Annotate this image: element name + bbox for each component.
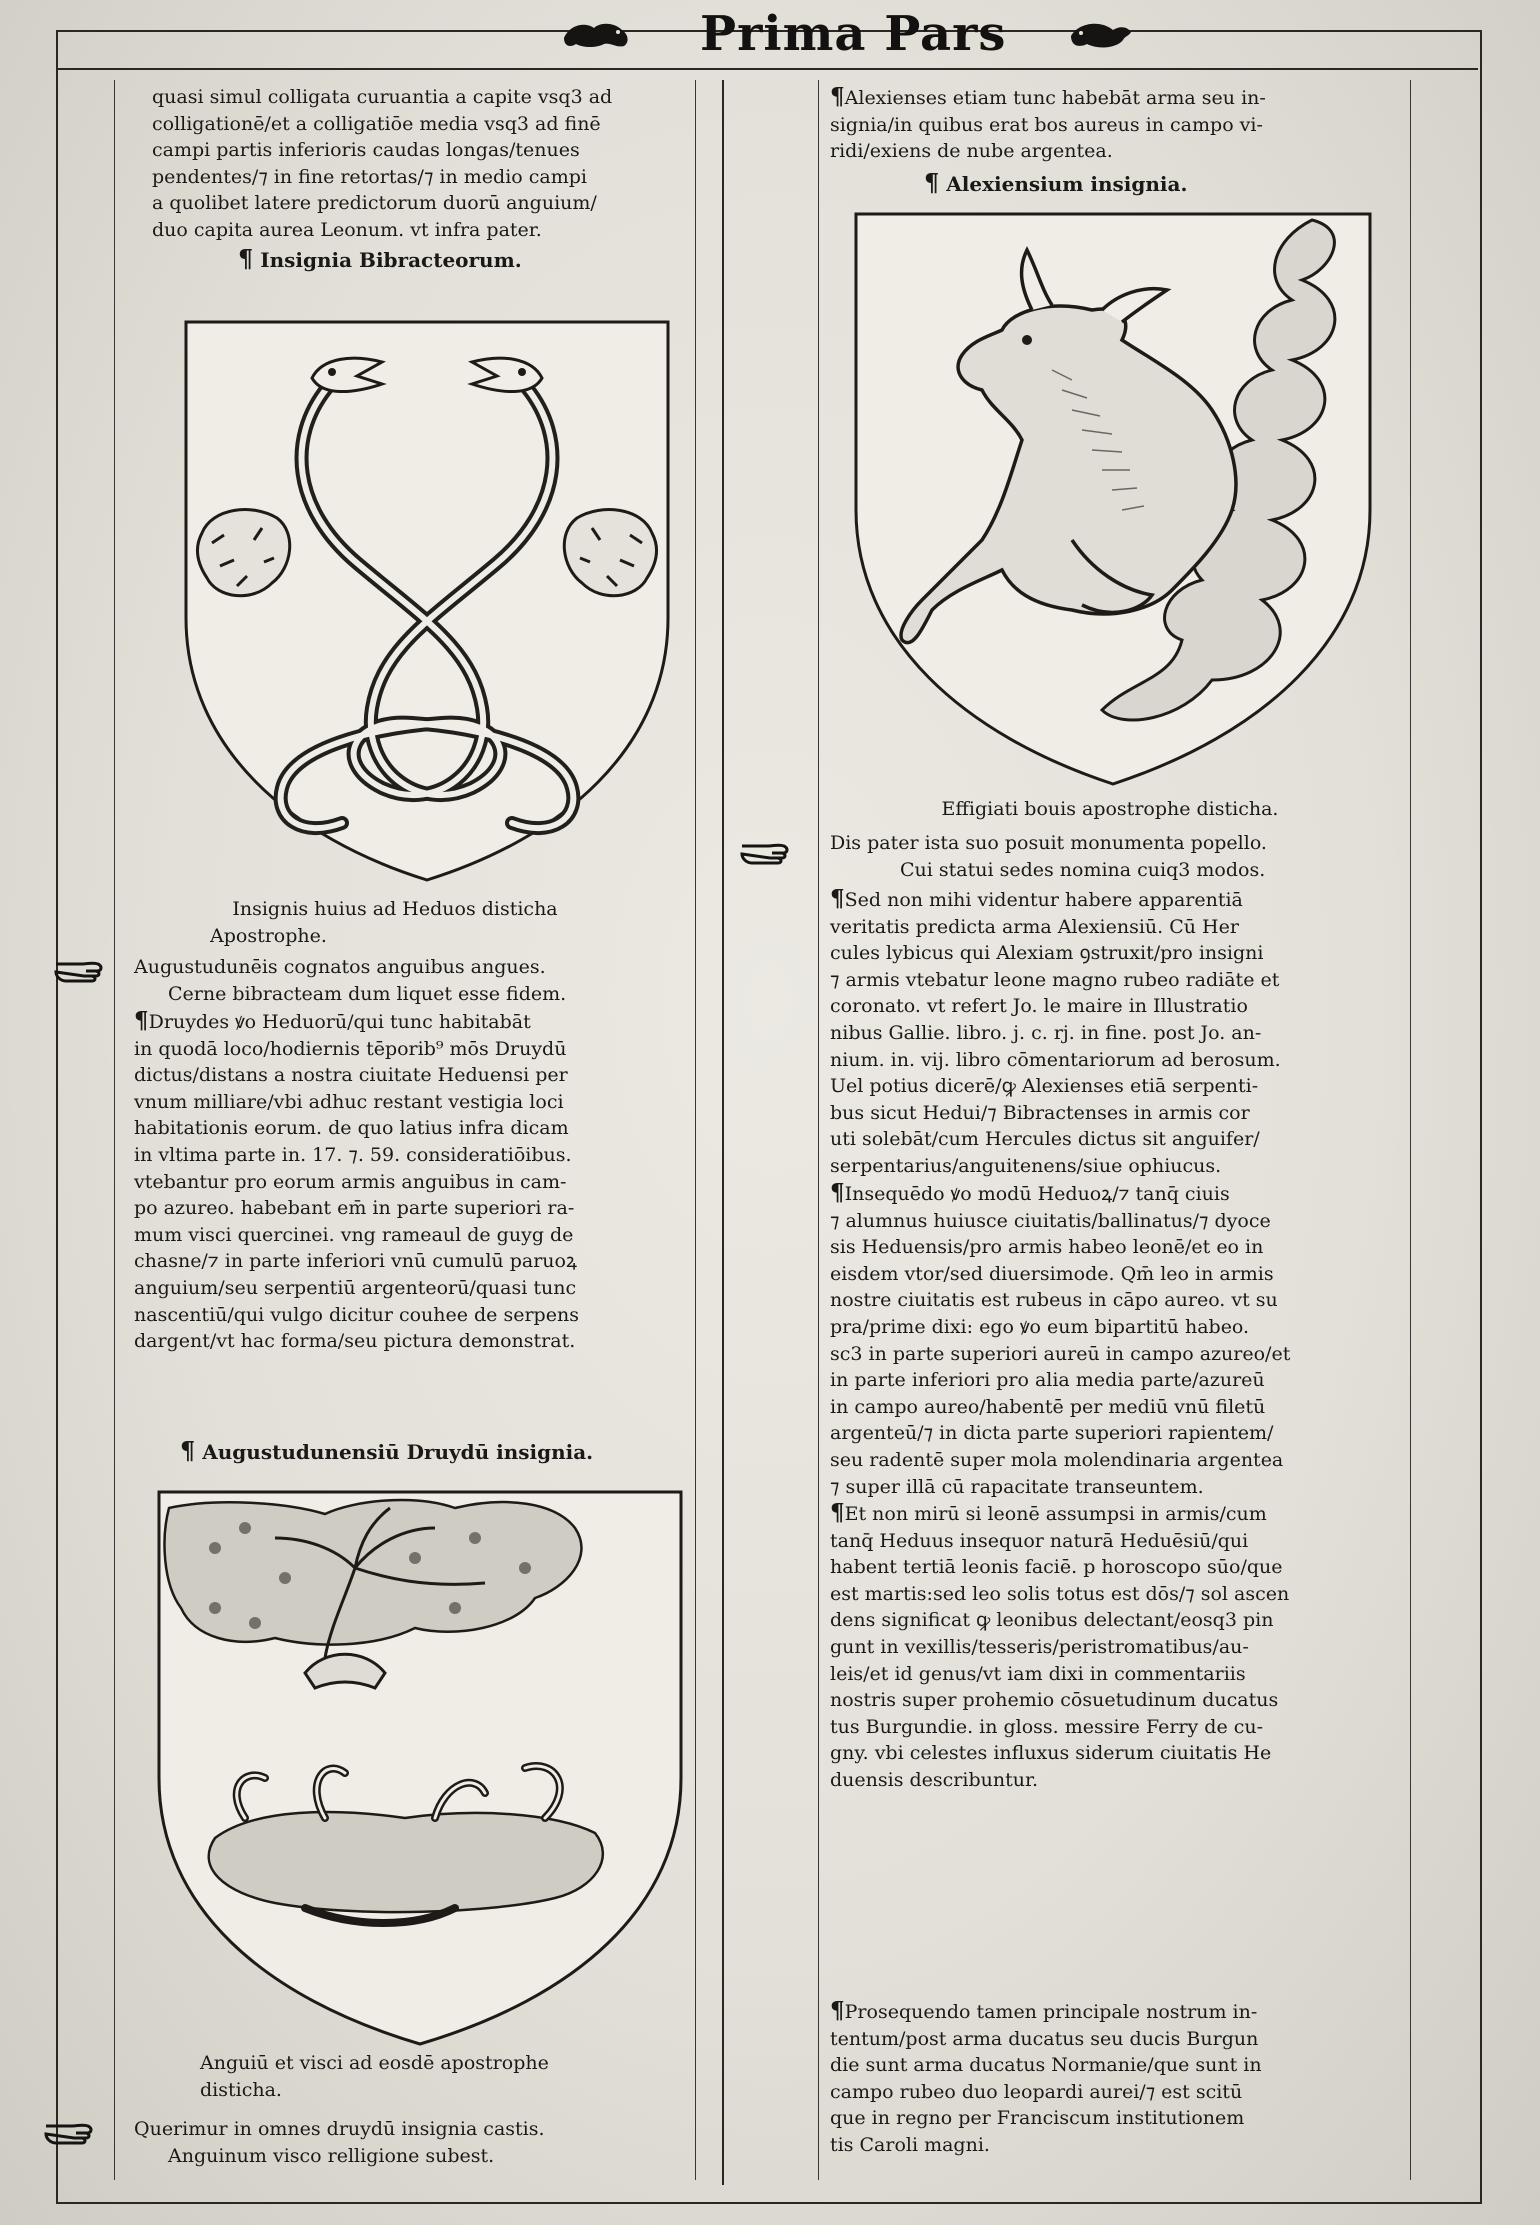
distich-bull bbox=[830, 830, 1267, 883]
text-line: quasi simul colligata curuantia a capite vsq3 ad bbox=[152, 86, 613, 108]
text-line: ¶Druydes ꝟo Heduorū/qui tunc habitabāt bbox=[134, 1007, 531, 1034]
lion-ornament-icon bbox=[560, 18, 632, 52]
text-line: argenteū/⁊ in dicta parte superiori rapientem/ bbox=[830, 1422, 1274, 1445]
manicule-icon bbox=[740, 836, 790, 866]
text-line: ¶Insequēdo ꝟo modū Heduoꝝ/⁊ tanq̄ ciuis bbox=[830, 1179, 1230, 1206]
text-line: gny. vbi celestes influxus siderum ciuitatis He bbox=[830, 1742, 1272, 1765]
caption-alexiensium: ¶ Alexiensium insignia. bbox=[924, 168, 1188, 197]
text-line: Cui statui sedes nomina cuiq3 modos. bbox=[900, 858, 1266, 881]
text-line: Cerne bibracteam dum liquet esse fidem. bbox=[168, 982, 567, 1005]
text-line: sis Heduensis/pro armis habeo leonē/et eo in bbox=[830, 1236, 1264, 1259]
text-line: nostre ciuitatis est rubeus in cāpo aureo. vt su bbox=[830, 1289, 1278, 1312]
text-line: Querimur in omnes druydū insignia castis. bbox=[134, 2118, 545, 2140]
text-span: Druydes ꝟo Heduorū/qui tunc habitabāt bbox=[148, 1011, 531, 1033]
text-line: Anguinum visco relligione subest. bbox=[168, 2144, 495, 2167]
text-line: coronato. vt refert Jo. le maire in Illustratio bbox=[830, 995, 1248, 1018]
distich-1 bbox=[134, 954, 566, 1007]
text-span: Alexienses etiam tunc habebāt arma seu in- bbox=[844, 87, 1266, 109]
text-line: pendentes/⁊ in fine retortas/⁊ in medio campi bbox=[152, 165, 587, 188]
text-line: po azureo. habebant em̄ in parte superiori ra- bbox=[134, 1197, 575, 1220]
left-column-rule-right bbox=[695, 80, 696, 2180]
caption-druyds: ¶ Augustudunensiū Druydū insignia. bbox=[180, 1436, 594, 1465]
text-span: Et non mirū si leonē assumpsi in armis/cum bbox=[844, 1503, 1267, 1525]
caption-text: Alexiensium insignia. bbox=[946, 172, 1188, 196]
right-column-rule-right bbox=[1410, 80, 1411, 2180]
text-line: mum visci quercinei. vng rameaul de guyg de bbox=[134, 1223, 574, 1246]
text-line: signia/in quibus erat bos aureus in campo vi- bbox=[830, 113, 1263, 136]
text-line: ¶Et non mirū si leonē assumpsi in armis/cum bbox=[830, 1499, 1267, 1526]
text-line: colligationē/et a colligatiōe media vsq3 ad finē bbox=[152, 112, 601, 135]
running-head bbox=[640, 4, 1120, 64]
paragraph-4 bbox=[830, 1998, 1262, 2159]
text-line: seu radentē super mola molendinaria argentea bbox=[830, 1448, 1284, 1471]
serpent-mound bbox=[209, 1812, 603, 1912]
running-head-title: Prima Pars bbox=[700, 6, 1007, 62]
text-line: eisdem vtor/sed diuersimode. Qm̄ leo in armis bbox=[830, 1262, 1274, 1285]
caption-text: Augustudunensiū Druydū insignia. bbox=[202, 1440, 594, 1464]
text-line: ridi/exiens de nube argentea. bbox=[830, 140, 1113, 163]
text-line: vnum milliare/vbi adhuc restant vestigia loci bbox=[134, 1090, 564, 1113]
text-line: cules lybicus qui Alexiam ꝯstruxit/pro insigni bbox=[830, 942, 1264, 965]
text-span: Insequēdo ꝟo modū Heduoꝝ/⁊ tanq̄ ciuis bbox=[844, 1183, 1230, 1205]
text-line: tentum/post arma ducatus seu ducis Burgun bbox=[830, 2027, 1259, 2050]
text-line: tus Burgundie. in gloss. messire Ferry de cu- bbox=[830, 1715, 1264, 1738]
header-rule bbox=[56, 68, 1478, 70]
text-line: habent tertiā leonis faciē. p horoscopo sūo/que bbox=[830, 1556, 1283, 1579]
text-line: disticha. bbox=[200, 2078, 282, 2101]
paragraph-druids bbox=[134, 1008, 579, 1355]
text-line: Effigiati bouis apostrophe disticha. bbox=[941, 798, 1279, 820]
column-divider bbox=[722, 80, 724, 2185]
text-line: in quodā loco/hodiernis tēporib⁹ mōs Druydū bbox=[134, 1037, 567, 1060]
text-line: ¶Prosequendo tamen principale nostrum in- bbox=[830, 1997, 1258, 2024]
text-line: ⁊ armis vtebatur leone magno rubeo radiāte et bbox=[830, 968, 1280, 991]
text-line: ⁊ alumnus huiusce ciuitatis/ballinatus/⁊ dyoce bbox=[830, 1209, 1271, 1232]
manicule-icon bbox=[44, 2116, 94, 2146]
caption-text: Insignia Bibracteorum. bbox=[260, 248, 522, 272]
text-line: Dis pater ista suo posuit monumenta popello. bbox=[830, 832, 1267, 854]
text-line: ¶Alexienses etiam tunc habebāt arma seu in- bbox=[830, 83, 1266, 110]
text-line: in parte inferiori pro alia media parte/azureū bbox=[830, 1369, 1265, 1392]
paragraph-2 bbox=[830, 1180, 1290, 1500]
text-line: tanq̄ Heduus insequor naturā Heduēsiū/qui bbox=[830, 1529, 1249, 1552]
text-line: gunt in vexillis/tesseris/peristromatibus/au- bbox=[830, 1635, 1249, 1658]
distich-2-heading bbox=[200, 2050, 549, 2103]
text-line: Apostrophe. bbox=[210, 924, 327, 947]
text-line: duo capita aurea Leonum. vt infra pater. bbox=[152, 218, 542, 241]
text-line: ⁊ super illā cū rapacitate transeuntem. bbox=[830, 1475, 1204, 1498]
dolphin-ornament-icon bbox=[1065, 18, 1137, 52]
text-line: dargent/vt hac forma/seu pictura demonstrat. bbox=[134, 1330, 576, 1353]
text-line: die sunt arma ducatus Normanie/que sunt in bbox=[830, 2054, 1262, 2077]
text-line: serpentarius/anguitenens/siue ophiucus. bbox=[830, 1154, 1222, 1177]
text-line: ¶Sed non mihi videntur habere apparentiā bbox=[830, 885, 1243, 912]
text-line: dens significat ꝙ leonibus delectant/eosq3 pin bbox=[830, 1609, 1274, 1632]
distich-1-heading bbox=[140, 896, 650, 949]
shield-mistletoe-serpents-woodcut bbox=[155, 1488, 685, 2048]
text-line: est martis:sed leo solis totus est dōs/⁊ sol ascen bbox=[830, 1582, 1290, 1605]
text-line: habitationis eorum. de quo latius infra dicam bbox=[134, 1117, 569, 1140]
right-column-rule-left bbox=[818, 80, 819, 2180]
text-line: in vltima parte in. 17. ⁊. 59. consideratiōibus. bbox=[134, 1143, 572, 1166]
text-line: dictus/distans a nostra ciuitate Heduensi per bbox=[134, 1064, 568, 1087]
text-line: sc3 in parte superiori aureū in campo azureo/et bbox=[830, 1342, 1291, 1365]
text-line: nascentiū/qui vulgo dicitur couhee de serpens bbox=[134, 1303, 579, 1326]
text-line: campi partis inferioris caudas longas/tenues bbox=[152, 139, 580, 162]
text-line: nibus Gallie. libro. j. c. rj. in fine. post Jo. an- bbox=[830, 1021, 1262, 1044]
text-line: uti solebāt/cum Hercules dictus sit anguifer/ bbox=[830, 1128, 1260, 1151]
text-span: Prosequendo tamen principale nostrum in- bbox=[844, 2001, 1258, 2023]
text-line: duensis describuntur. bbox=[830, 1768, 1038, 1791]
text-line: nium. in. vij. libro cōmentariorum ad berosum. bbox=[830, 1048, 1281, 1071]
distich-2 bbox=[134, 2116, 545, 2169]
text-line: nostris super prohemio cōsuetudinum ducatus bbox=[830, 1689, 1279, 1712]
manicule-icon bbox=[54, 954, 104, 984]
shield-bull-woodcut bbox=[852, 210, 1374, 788]
left-column-rule-left bbox=[114, 80, 115, 2180]
text-line: anguium/seu serpentiū argenteorū/quasi tunc bbox=[134, 1276, 577, 1299]
text-line: veritatis predicta arma Alexiensiū. Cū Her bbox=[830, 915, 1239, 938]
text-line: Anguiū et visci ad eosdē apostrophe bbox=[200, 2052, 549, 2074]
distich-heading-bull bbox=[830, 796, 1390, 823]
text-line: tis Caroli magni. bbox=[830, 2133, 990, 2156]
shield-serpents-woodcut bbox=[182, 318, 672, 883]
text-line: pra/prime dixi: ego ꝟo eum bipartitū habeo. bbox=[830, 1315, 1250, 1338]
text-line: Insignis huius ad Heduos disticha bbox=[232, 898, 558, 920]
text-line: vtebantur pro eorum armis anguibus in cam- bbox=[134, 1170, 567, 1193]
text-line: chasne/⁊ in parte inferiori vnū cumulū paruoꝝ bbox=[134, 1250, 577, 1273]
left-opening-text bbox=[152, 84, 612, 244]
text-line: campo rubeo duo leopardi aurei/⁊ est scitū bbox=[830, 2080, 1243, 2103]
paragraph-1 bbox=[830, 886, 1281, 1180]
text-line: que in regno per Franciscum institutionem bbox=[830, 2107, 1245, 2130]
caption-bibracteorum: ¶ Insignia Bibracteorum. bbox=[238, 244, 522, 273]
right-opening-text bbox=[830, 84, 1266, 165]
text-line: Augustudunēis cognatos anguibus angues. bbox=[134, 956, 546, 978]
text-line: bus sicut Hedui/⁊ Bibractenses in armis cor bbox=[830, 1101, 1250, 1124]
text-line: a quolibet latere predictorum duorū anguium/ bbox=[152, 192, 597, 215]
text-span: Sed non mihi videntur habere apparentiā bbox=[844, 889, 1243, 911]
text-line: in campo aureo/habentē per mediū vnū filetū bbox=[830, 1395, 1266, 1418]
text-line: leis/et id genus/vt iam dixi in commentariis bbox=[830, 1662, 1246, 1685]
paragraph-3 bbox=[830, 1500, 1289, 1794]
text-line: Uel potius dicerē/ꝙ Alexienses etiā serpenti- bbox=[830, 1075, 1259, 1098]
